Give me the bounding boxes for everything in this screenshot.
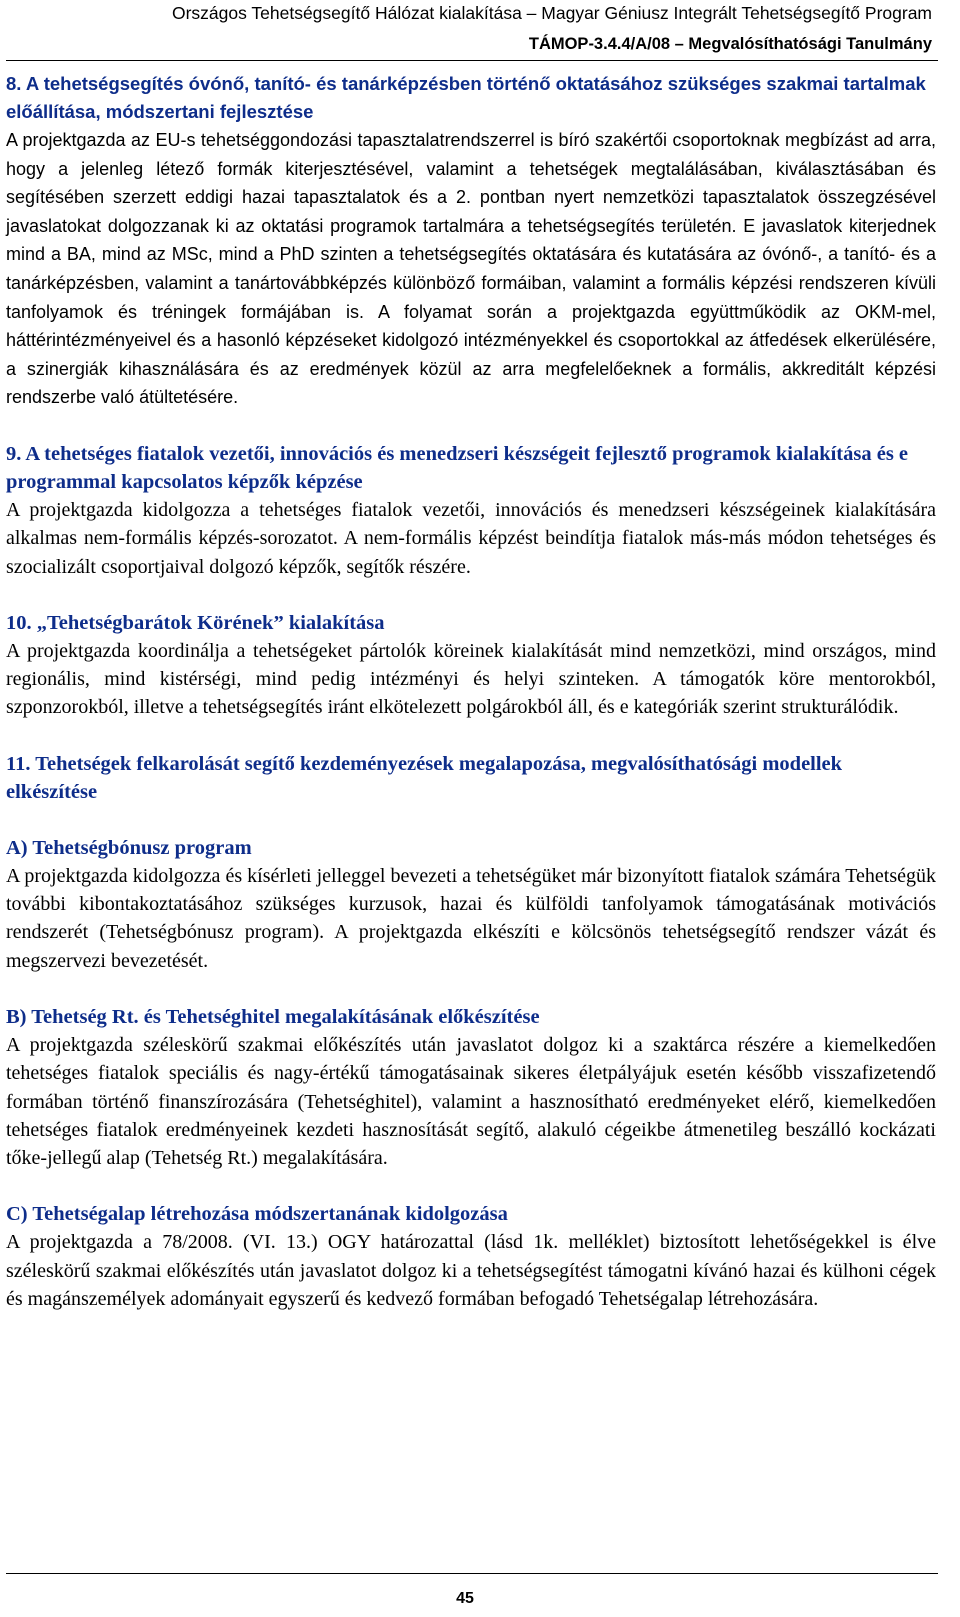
subsection-a xyxy=(6,834,936,975)
section-heading: 11. Tehetségek felkarolását segítő kezdeményezések megalapozása, megvalósíthatósági modellek elkészítése xyxy=(6,752,843,803)
section-heading: 10. „Tehetségbarátok Körének” kialakítása xyxy=(6,611,385,634)
section-heading: 8. A tehetségsegítés óvónő, tanító- és tanárképzésben történő oktatásához szükséges szakmai tartalmak előállítása, módszertani fejlesztése xyxy=(6,73,926,122)
section-heading: 9. A tehetséges fiatalok vezetői, innovációs és menedzseri készségeit fejlesztő programok kialakítása és e programmal kapcsolatos képzők képzése xyxy=(6,442,909,493)
header-subtitle: TÁMOP-3.4.4/A/08 – Megvalósíthatósági Tanulmány xyxy=(528,35,932,53)
page-header xyxy=(172,0,932,57)
document-body xyxy=(6,70,936,1313)
subsection-c xyxy=(6,1200,936,1313)
section-10 xyxy=(6,609,936,722)
subsection-heading: A) Tehetségbónusz program xyxy=(6,836,252,859)
page-number: 45 xyxy=(456,1590,474,1607)
subsection-b xyxy=(6,1003,936,1172)
subsection-heading: B) Tehetség Rt. és Tehetséghitel megalakításának előkészítése xyxy=(6,1005,540,1028)
section-paragraph: A projektgazda az EU-s tehetséggondozási tapasztalatrendszerrel is bíró szakértői csoportoknak megbízást ad arra, hogy a jelenleg létező formák kiterjesztésével, valamint a tehetségek megtalálásában, kiválasztásában és segítésében szerzett eddigi hazai tapasztalatok és a 2. pontban nyert nemzetközi tapasztalatok összegzésével javaslatokat dolgozzanak ki az oktatási programok tartalmára a tehetségsegítés területén. E javaslatok kiterjednek mind a BA, mind az MSc, mind a PhD szinten a tehetségsegítés oktatására és kutatására az óvónő-, a tanító- és a tanárképzésben, valamint a tanártovábbképzés különböző formáiban, valamint a formális képzési rendszeren kívüli tanfolyamok és tréningek formájában is. A folyamat során a projektgazda együttműködik az OKM-mel, háttérintézményeivel és a hasonló képzéseket kidolgozó intézményekkel és csoportokkal az átfedések elkerülésére, a szinergiák kihasználására és az eredmények közül az arra megfelelőeknek a formális, akkreditált képzési rendszerbe való átültetésére. xyxy=(6,130,936,408)
subsection-heading: C) Tehetségalap létrehozása módszertanának kidolgozása xyxy=(6,1203,508,1226)
section-9 xyxy=(6,440,936,581)
section-paragraph: A projektgazda széleskörű szakmai előkészítés után javaslatot dolgoz ki a szaktárca részére a kiemelkedően tehetséges fiatalok speciális és nagy-értékű támogatásainak sikeres életpályájuk esetén később visszafizetendő formában történő finanszírozására (Tehetséghitel), valamint a hasznosítható eredményeket elérő, kiemelkedően tehetséges fiatalok eredményeinek kezdeti hasznosítását segítő, alakuló cégeikbe átmenetileg beszálló kockázati tőke-jellegű alap (Tehetség Rt.) megalakítására. xyxy=(6,1033,936,1170)
section-11 xyxy=(6,750,936,806)
section-paragraph: A projektgazda a 78/2008. (VI. 13.) OGY határozattal (lásd 1k. melléklet) biztosított lehetőségekkel is élve széleskörű szakmai előkészítés után javaslatot dolgoz ki a tehetségsegítést támogatni kívánó hazai és külhoni cégek és magánszemélyek adományait egyszerű és kedvező formában befogadó Tehetségalap létrehozására. xyxy=(6,1231,936,1310)
header-divider xyxy=(6,60,938,61)
footer-divider xyxy=(6,1573,938,1574)
section-paragraph: A projektgazda kidolgozza és kísérleti jelleggel bevezeti a tehetségüket már bizonyított fiatalok számára Tehetségük további kibontakoztatásához szükséges kurzusok, hazai és külföldi tanfolyamok támogatásának motivációs rendszerét (Tehetségbónusz program). A projektgazda elkészíti e kölcsönös tehetségsegítő rendszer vázát és megszervezi bevezetését. xyxy=(6,864,936,972)
section-8 xyxy=(6,70,936,412)
header-title: Országos Tehetségsegítő Hálózat kialakítása – Magyar Géniusz Integrált Tehetségsegítő Program xyxy=(171,3,932,23)
section-paragraph: A projektgazda kidolgozza a tehetséges fiatalok vezetői, innovációs és menedzseri készségeinek kialakítására alkalmas nem-formális képzés-sorozatot. A nem-formális képzést beindítja fiatalok más-más módon tehetséges és szocializált csoportjaival dolgozó képzők, segítők részére. xyxy=(6,498,936,578)
section-paragraph: A projektgazda koordinálja a tehetségeket pártolók köreinek kialakítását mind nemzetközi, mind országos, mind regionális, mind kistérségi, mind pedig intézményi és helyi szinteken. A támogatók köre mentorokból, szponzorokból, illetve a tehetségsegítés iránt elkötelezett polgárokból áll, és e kategóriák szerint strukturálódik. xyxy=(6,639,936,719)
